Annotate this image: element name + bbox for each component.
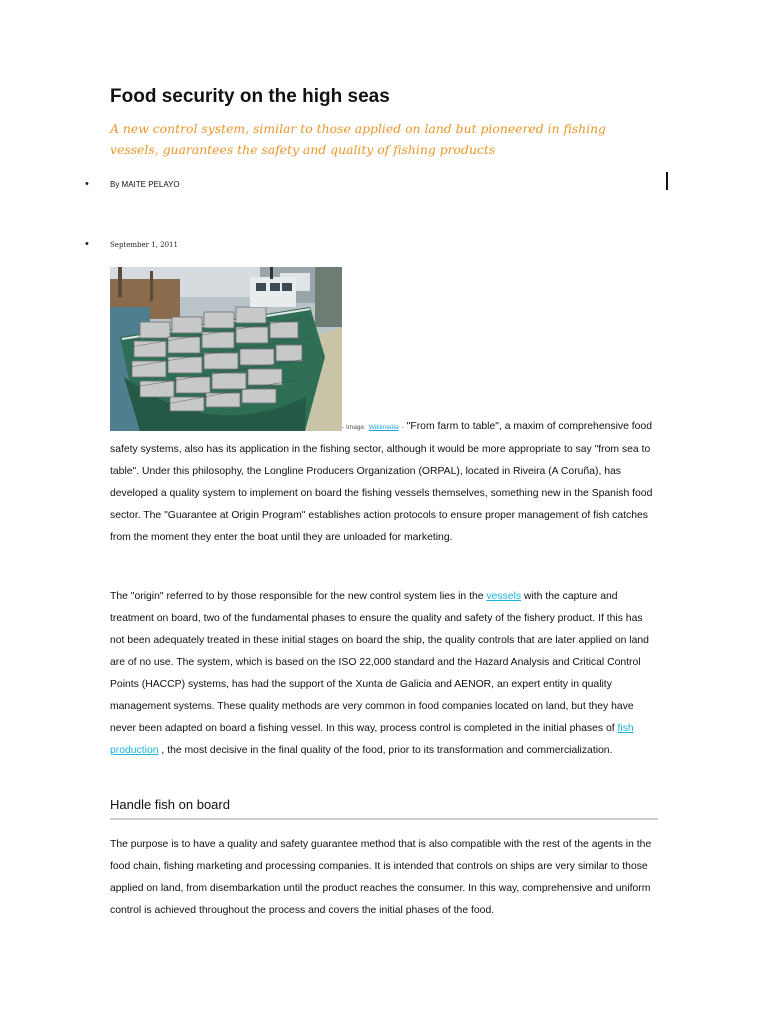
article-photo — [110, 267, 342, 431]
date-bullet: • — [85, 238, 89, 250]
paragraph-origin-text-3: , the most decisive in the final quality of the food, prior to its transformation and commercialization. — [161, 745, 613, 756]
byline: By MAITE PELAYO — [110, 180, 180, 189]
paragraph-intro-text: "From farm to table", a maxim of comprehensive food safety systems, also has its application in the fishing sector, although it would be more appropriate to say "from sea to table". Under this philosophy, the Longline Producers Organization (ORPAL), located in Riveira (A Coruña), has developed a quality system to implement on board the fishing vessels themselves, something new in the Spanish food sector. The "Guarantee at Origin Program" establishes action protocols to ensure proper management of fish catches from the moment they enter the boat until they are unloaded for marketing. — [110, 421, 653, 543]
paragraph-origin-text-2: with the capture and treatment on board, two of the fundamental phases to ensure the quality and safety of the fishery product. If this has not been adequately treated in these initial stages on board the ship, the quality controls that are later applied on land are of no use. The system, which is based on the ISO 22,000 standard and the Hazard Analysis and Critical Control Points (HACCP) systems, has had the support of the Xunta de Galicia and AENOR, an expert entity in quality management systems. These quality methods are very common in food companies located on land, but they have never been adapted on board a fishing vessel. In this way, process control is completed in the initial phases of — [110, 591, 649, 734]
paragraph-purpose: The purpose is to have a quality and safety guarantee method that is also compatible with the rest of the agents in the food chain, fishing marketing and processing companies. It is intended that controls on ships are very similar to those applied on land, from disembarkation until the product reaches the consumer. In this way, comprehensive and uniform control is achieved throughout the process and covers the initial phases of the food. — [110, 839, 652, 916]
vessels-link[interactable]: vessels — [486, 591, 522, 602]
publish-date: September 1, 2011 — [110, 241, 178, 249]
text-cursor — [666, 172, 668, 190]
article-title: Food security on the high seas — [110, 86, 390, 107]
image-caption-prefix: - Image: — [342, 424, 366, 431]
wikimedia-link[interactable]: Wikimedia — [368, 424, 399, 431]
section-heading: Handle fish on board — [110, 796, 658, 820]
fish-production-link[interactable]: fish production — [110, 723, 634, 756]
image-indent — [110, 419, 342, 429]
article-subtitle: A new control system, similar to those applied on land but pioneered in fishing vessels, guarantees the safety and quality of fishing products — [110, 121, 606, 157]
image-caption-separator: - — [401, 424, 404, 431]
paragraph-origin-text-1: The "origin" referred to by those responsible for the new control system lies in the — [110, 591, 484, 602]
paragraph-origin — [110, 586, 658, 762]
paragraph-intro — [110, 416, 655, 549]
byline-bullet: • — [85, 178, 89, 190]
